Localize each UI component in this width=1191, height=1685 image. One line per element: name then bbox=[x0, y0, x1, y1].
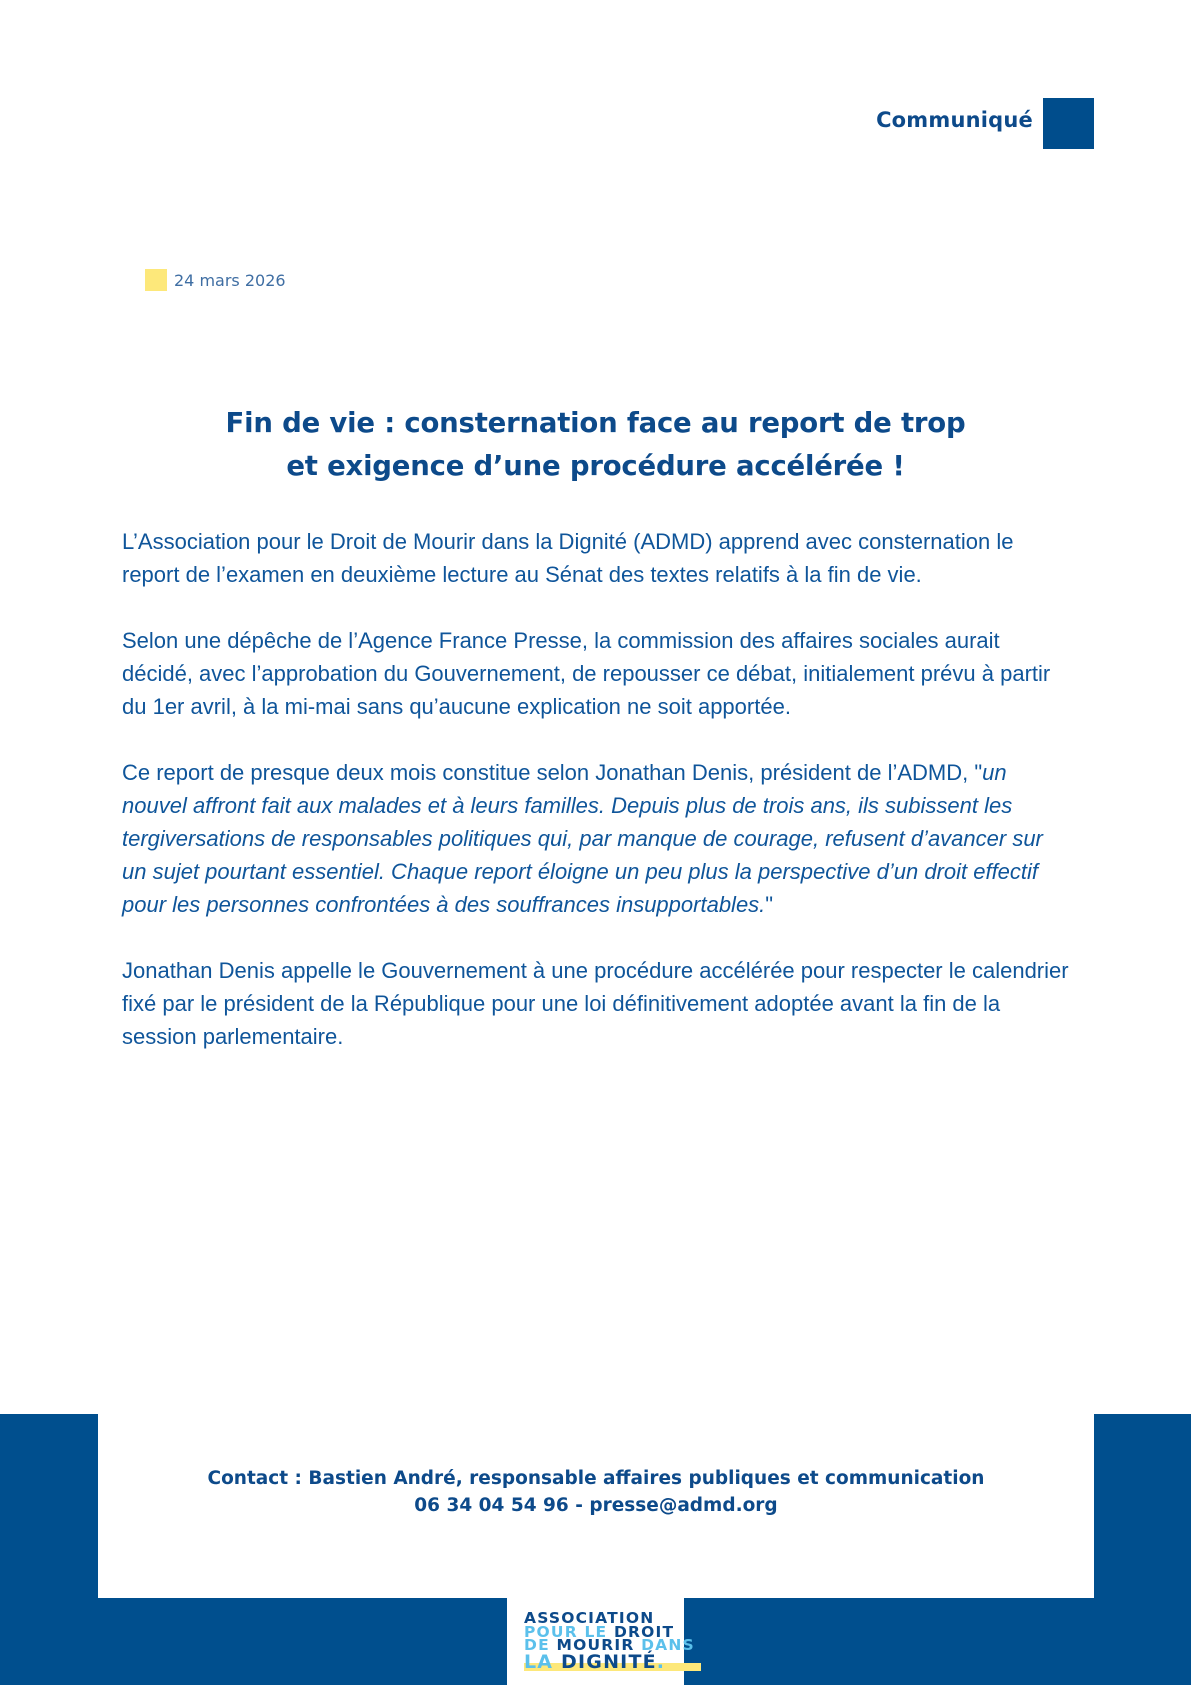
date-marker-square bbox=[145, 269, 167, 291]
date-row bbox=[145, 269, 286, 291]
paragraph-3 bbox=[122, 756, 1072, 921]
contact-block bbox=[98, 1465, 1094, 1519]
logo-line-1: ASSOCIATION bbox=[524, 1609, 655, 1627]
footer-bottom-band-left bbox=[0, 1598, 507, 1685]
logo-line-3: DE MOURIR DANS bbox=[524, 1636, 695, 1654]
title-line-1: Fin de vie : consternation face au report de trop bbox=[225, 407, 966, 439]
paragraph-2: Selon une dépêche de l’Agence France Presse, la commission des affaires sociales aurait décidé, avec l’approbation du Gouvernement, de repousser ce débat, initialement prévu à partir du 1er avril, à la mi-mai sans qu’aucune explication ne soit apportée. bbox=[122, 628, 1051, 719]
document-type-label: Communiqué bbox=[876, 108, 1033, 132]
publication-date: 24 mars 2026 bbox=[174, 270, 286, 290]
quote-close: " bbox=[765, 892, 774, 917]
press-release-body bbox=[122, 525, 1072, 1086]
quote-text: un nouvel affront fait aux malades et à leurs familles. Depuis plus de trois ans, ils subissent les tergiversations de responsables politiques qui, par manque de courage, refusent d’avancer sur un sujet pourtant essentiel. Chaque report éloigne un peu plus la perspective d’un droit effectif pour les personnes confrontées à des souffrances insupportables. bbox=[122, 760, 1043, 917]
footer-bottom-band-right bbox=[684, 1598, 1191, 1685]
page-title bbox=[100, 402, 1091, 488]
quote-intro: Ce report de presque deux mois constitue selon Jonathan Denis, président de l’ADMD, " bbox=[122, 760, 983, 785]
admd-logo bbox=[507, 1598, 695, 1685]
contact-details: 06 34 04 54 96 - presse@admd.org bbox=[414, 1495, 778, 1516]
paragraph-1: L’Association pour le Droit de Mourir dans la Dignité (ADMD) apprend avec consternation le report de l’examen en deuxième lecture au Sénat des textes relatifs à la fin de vie. bbox=[122, 529, 1014, 587]
title-line-2: et exigence d’une procédure accélérée ! bbox=[286, 450, 905, 482]
contact-person: Contact : Bastien André, responsable affaires publiques et communication bbox=[207, 1468, 985, 1489]
logo-line-4: LA DIGNITÉ. bbox=[524, 1653, 695, 1672]
paragraph-4: Jonathan Denis appelle le Gouvernement à une procédure accélérée pour respecter le calendrier fixé par le président de la République pour une loi définitivement adoptée avant la fin de la session parlementaire. bbox=[122, 958, 1069, 1049]
logo-line-2: POUR LE DROIT bbox=[524, 1622, 675, 1641]
header-accent-square bbox=[1043, 98, 1094, 149]
